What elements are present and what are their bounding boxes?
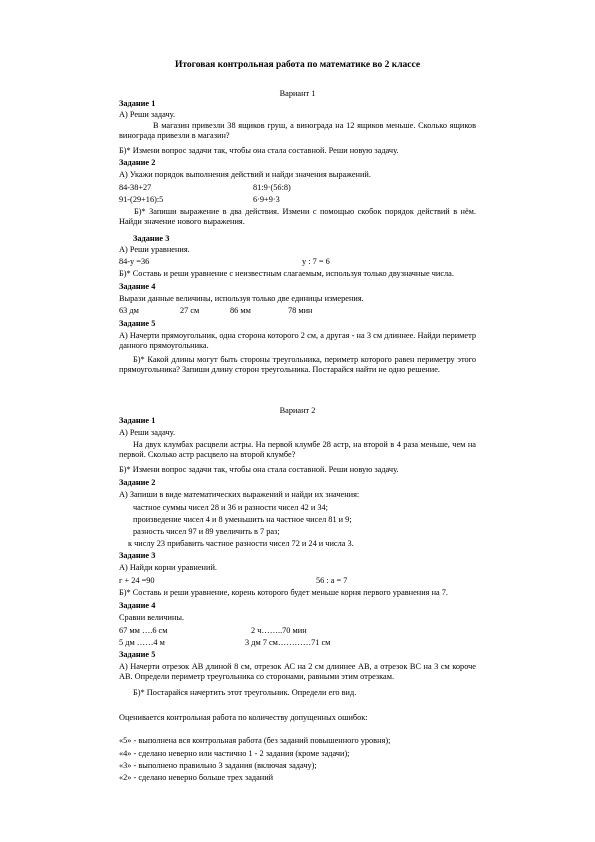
- grade-2: «2» - сделано неверно больше трех заданий: [119, 773, 274, 782]
- v2-task3-b: Б)* Составь и реши уравнение, корень которого будет меньше корня первого уравнения на 7.: [119, 588, 448, 597]
- grading-intro: Оценивается контрольная работа по количеству допущенных ошибок:: [119, 713, 368, 722]
- v1-task5-heading: Задание 5: [119, 319, 156, 328]
- v2-task1-heading: Задание 1: [119, 416, 156, 425]
- v2-task2-item-4: к числу 23 прибавить частное разности чисел 72 и 24 и числа 3.: [128, 539, 354, 548]
- v1-value-4: 78 мин: [288, 306, 313, 315]
- v1-task1-text: В магазин привезли 38 ящиков груш, а винограда на 12 ящиков меньше. Сколько ящиков винограда привезли в магазин?: [119, 121, 476, 141]
- v2-task5-heading: Задание 5: [119, 650, 156, 659]
- v2-task3-a: А) Найди корни уравнений.: [119, 563, 217, 572]
- v1-task1-a: А) Реши задачу.: [119, 110, 176, 119]
- v1-task3-a: А) Реши уравнения.: [119, 245, 190, 254]
- v2-compare-1: 67 мм ….6 см: [119, 626, 168, 635]
- v1-task4-heading: Задание 4: [119, 282, 156, 291]
- v1-value-2: 27 см: [180, 306, 200, 315]
- page-title: Итоговая контрольная работа по математике во 2 классе: [174, 60, 421, 70]
- v1-task2-b: Б)* Запиши выражение в два действия. Измени с помощью скобок порядок действий в нём. Найди значение нового выражения.: [119, 207, 476, 227]
- v2-task2-heading: Задание 2: [119, 478, 156, 487]
- v1-task2-a: А) Укажи порядок выполнения действий и найди значения выражений.: [119, 170, 371, 179]
- v1-eq-1: 84-у =36: [119, 257, 150, 266]
- v1-task4-text: Вырази данные величины, используя только две единицы измерения.: [119, 294, 364, 303]
- v2-task3-heading: Задание 3: [119, 551, 156, 560]
- v1-task1-b: Б)* Измени вопрос задачи так, чтобы она стала составной. Реши новую задачу.: [119, 146, 399, 155]
- v1-value-3: 86 мм: [230, 306, 251, 315]
- v1-value-1: 63 дм: [119, 306, 139, 315]
- v2-task2-item-3: разность чисел 97 и 89 увеличить в 7 раз;: [133, 527, 280, 536]
- grade-3: «3» - выполнено правильно 3 задания (включая задачу);: [119, 761, 317, 770]
- v2-compare-3: 5 дм ……4 м: [119, 638, 165, 647]
- v1-task5-a: А) Начерти прямоугольник, одна сторона которого 2 см, а другая - на 3 см длиннее. Найди периметр данного прямоугольника.: [119, 331, 476, 351]
- variant-1-heading: Вариант 1: [279, 89, 316, 98]
- v2-eq-2: 56 : а = 7: [316, 576, 348, 585]
- v2-task5-a: А) Начерти отрезок АВ длиной 8 см, отрезок АС на 2 см длиннее АВ, а отрезок ВС на 3 см короче АВ. Определи периметр треугольника со сторонами, равными этим отрезкам.: [119, 662, 476, 682]
- v1-task5-b: Б)* Какой длины могут быть стороны треугольника, периметр которого равен периметру этого прямоугольника? Запиши длину сторон треугольника. Постарайся найти не одно решение.: [119, 355, 476, 375]
- v2-compare-2: 2 ч……..70 мин: [251, 626, 307, 635]
- v2-task1-b: Б)* Измени вопрос задачи так, чтобы она стала составной. Реши новую задачу.: [119, 465, 399, 474]
- v2-task1-a: А) Реши задачу.: [119, 428, 176, 437]
- v2-task4-heading: Задание 4: [119, 601, 156, 610]
- grade-5: «5» - выполнена вся контрольная работа (без заданий повышенного уровня);: [119, 736, 391, 745]
- v1-task3-heading: Задание 3: [133, 234, 170, 243]
- v2-task2-item-1: частное суммы чисел 28 и 36 и разности чисел 42 и 34;: [133, 503, 328, 512]
- v1-expr-1: 84-38+27: [119, 183, 152, 192]
- v1-expr-4: 6·9+9·3: [253, 195, 280, 204]
- v1-task1-heading: Задание 1: [119, 99, 156, 108]
- v2-compare-4: 3 дм 7 см…………71 см: [245, 638, 331, 647]
- v2-task1-text: На двух клумбах расцвели астры. На первой клумбе 28 астр, на второй в 4 раза меньше, чем на первой. Сколько астр расцвело на второй клумбе?: [119, 440, 476, 460]
- v1-expr-2: 81:9·(56:8): [253, 183, 291, 192]
- variant-2-heading: Вариант 2: [279, 406, 316, 415]
- v1-expr-3: 91-(29+16):5: [119, 195, 164, 204]
- v2-task2-a: А) Запиши в виде математических выражений и найди их значения:: [119, 490, 360, 499]
- v1-eq-2: у : 7 = 6: [302, 257, 330, 266]
- v2-task2-item-2: произведение чисел 4 и 8 уменьшить на частное чисел 81 и 9;: [133, 515, 352, 524]
- v2-task4-text: Сравни величины.: [119, 613, 185, 622]
- v1-task2-heading: Задание 2: [119, 158, 156, 167]
- v2-task5-b: Б)* Постарайся начертить этот треугольник. Определи его вид.: [133, 688, 357, 697]
- grade-4: «4» - сделано неверно или частично 1 - 2 задания (кроме задачи);: [119, 749, 350, 758]
- v2-eq-1: г + 24 =90: [119, 576, 155, 585]
- v1-task3-b: Б)* Составь и реши уравнение с неизвестным слагаемым, используя только двузначные числа.: [119, 269, 454, 278]
